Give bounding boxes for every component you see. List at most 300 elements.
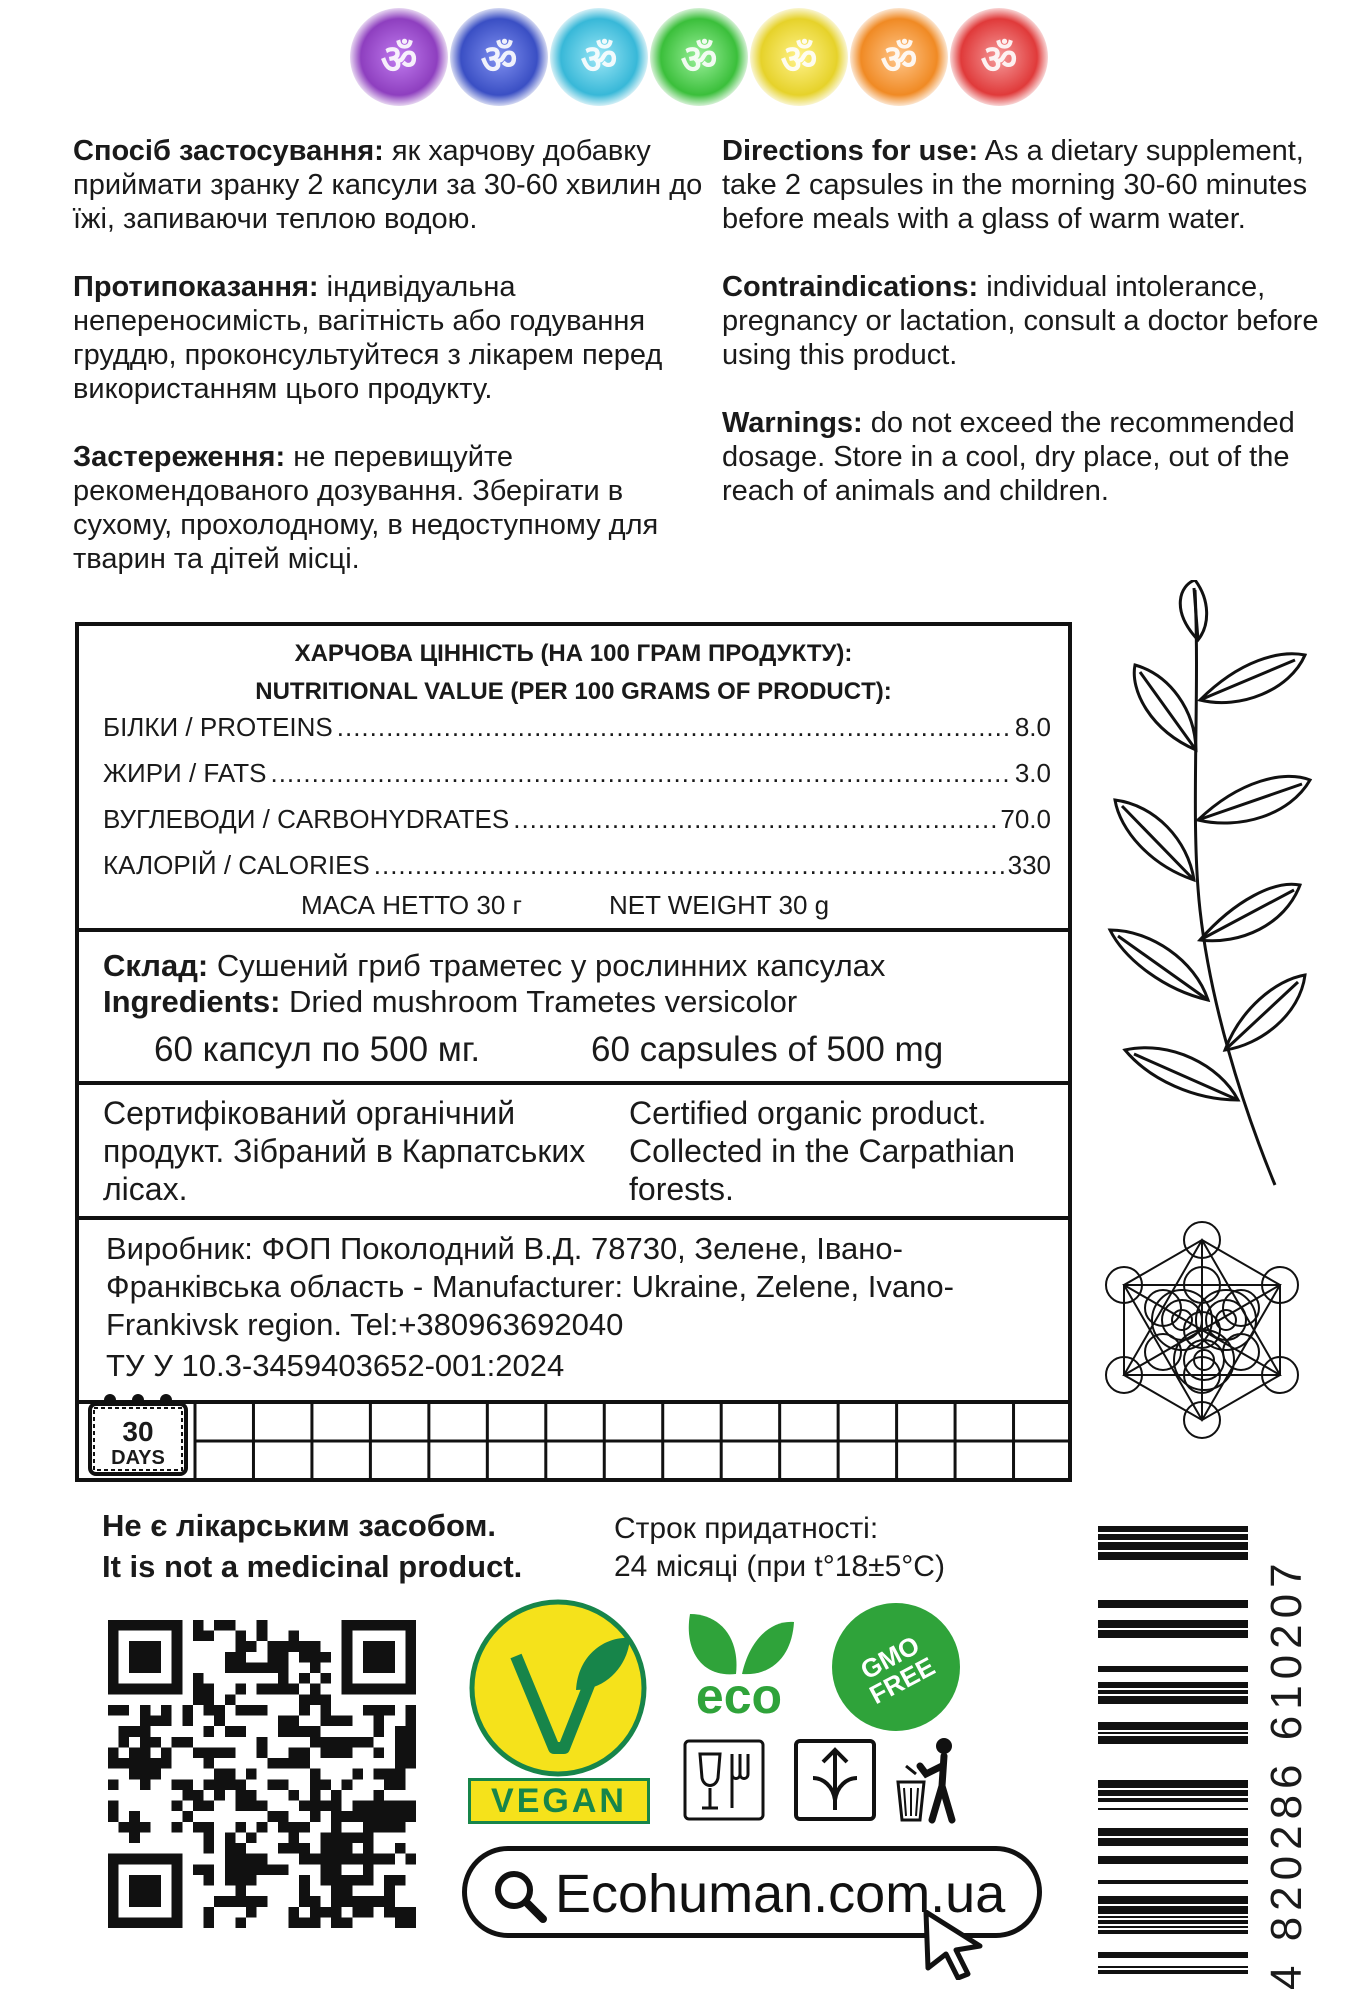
qr-module bbox=[342, 1854, 353, 1865]
qr-module bbox=[246, 1801, 257, 1812]
qr-module bbox=[225, 1726, 236, 1737]
qr-module bbox=[225, 1769, 236, 1780]
qr-module bbox=[204, 1917, 215, 1928]
qr-module bbox=[278, 1822, 289, 1833]
nutrition-value: 3.0 bbox=[1014, 758, 1051, 788]
qr-module bbox=[267, 1684, 278, 1695]
ingredients-ua-text: Сушений гриб траметес у рослинних капсулах bbox=[208, 948, 886, 983]
qr-module bbox=[108, 1854, 182, 1865]
barcode-bar bbox=[1098, 1630, 1248, 1638]
qr-module bbox=[278, 1716, 289, 1727]
qr-module bbox=[150, 1716, 161, 1727]
qr-module bbox=[320, 1801, 331, 1812]
qr-module bbox=[278, 1758, 289, 1769]
qr-module bbox=[257, 1864, 268, 1875]
food-safe-icon bbox=[682, 1738, 766, 1822]
chakra-icon: ॐ bbox=[450, 8, 548, 106]
qr-module bbox=[310, 1737, 321, 1748]
qr-module bbox=[193, 1631, 204, 1642]
qr-module bbox=[225, 1896, 236, 1907]
qr-module bbox=[299, 1896, 310, 1907]
search-icon bbox=[493, 1869, 547, 1923]
ingredients-en bbox=[103, 984, 797, 1020]
qr-module bbox=[246, 1864, 257, 1875]
qr-module bbox=[119, 1758, 130, 1769]
qr-module bbox=[235, 1652, 246, 1663]
not-medicinal-notice bbox=[102, 1505, 522, 1587]
qr-module bbox=[289, 1747, 300, 1758]
qr-module bbox=[405, 1917, 416, 1928]
qr-module bbox=[331, 1917, 342, 1928]
ingredients-en-title: Ingredients: bbox=[103, 984, 281, 1019]
qr-module bbox=[108, 1917, 182, 1928]
qr-module bbox=[140, 1822, 151, 1833]
qr-module bbox=[384, 1896, 395, 1907]
qr-module bbox=[310, 1896, 321, 1907]
qr-module bbox=[395, 1769, 406, 1780]
qr-module bbox=[204, 1779, 215, 1790]
metatron-cube-icon bbox=[1102, 1220, 1302, 1440]
shelf-life-value: 24 місяці (при t°18±5°C) bbox=[614, 1550, 945, 1583]
qr-module bbox=[320, 1705, 331, 1716]
qr-module bbox=[235, 1864, 246, 1875]
qr-module bbox=[384, 1801, 395, 1812]
days-number: 30 bbox=[122, 1416, 154, 1447]
nutrition-row bbox=[103, 712, 1051, 743]
ua-contra-text: індивідуальна непереносимість, вагітність або годування груддю, проконсультуйтеся з лікарем перед використанням цього продукту. bbox=[73, 271, 663, 405]
ua-directions-title: Спосіб застосування: bbox=[73, 135, 384, 167]
qr-module bbox=[352, 1854, 363, 1865]
qr-module bbox=[267, 1779, 278, 1790]
chakra-icon: ॐ bbox=[950, 8, 1048, 106]
qr-module bbox=[405, 1907, 416, 1918]
barcode-bar bbox=[1098, 1952, 1248, 1958]
qr-module bbox=[193, 1864, 204, 1875]
qr-module bbox=[235, 1726, 246, 1737]
qr-module bbox=[204, 1747, 215, 1758]
qr-module bbox=[214, 1790, 225, 1801]
qr-module bbox=[374, 1854, 385, 1865]
ua-warn-title: Застереження: bbox=[73, 441, 286, 473]
ingredients-en-text: Dried mushroom Trametes versicolor bbox=[280, 984, 798, 1019]
qr-module bbox=[405, 1801, 416, 1812]
qr-module bbox=[267, 1652, 278, 1663]
qr-module bbox=[310, 1662, 321, 1673]
barcode-bar bbox=[1098, 1920, 1248, 1924]
qr-module bbox=[182, 1779, 193, 1790]
qr-module bbox=[129, 1758, 140, 1769]
qr-module bbox=[342, 1886, 353, 1897]
qr-module bbox=[352, 1801, 363, 1812]
qr-module bbox=[352, 1769, 363, 1780]
qr-module bbox=[214, 1747, 225, 1758]
en-directions-title: Directions for use: bbox=[722, 135, 979, 167]
qr-module bbox=[299, 1854, 310, 1865]
vegan-label: VEGAN bbox=[468, 1778, 650, 1824]
qr-module bbox=[289, 1758, 300, 1769]
qr-module bbox=[395, 1907, 406, 1918]
nutrition-row bbox=[103, 850, 1051, 881]
barcode-bar bbox=[1098, 1970, 1248, 1974]
qr-module bbox=[320, 1673, 331, 1684]
qr-module bbox=[278, 1779, 289, 1790]
nutrition-label: БІЛКИ / PROTEINS bbox=[103, 712, 333, 742]
barcode-bar bbox=[1098, 1966, 1248, 1968]
eco-icon bbox=[680, 1608, 798, 1728]
qr-module bbox=[395, 1758, 406, 1769]
qr-module bbox=[405, 1726, 416, 1737]
qr-module bbox=[331, 1747, 342, 1758]
qr-module bbox=[119, 1705, 130, 1716]
ua-contraindications bbox=[73, 270, 703, 406]
qr-module bbox=[363, 1822, 374, 1833]
qr-module bbox=[363, 1737, 374, 1748]
manufacturer-info: Виробник: ФОП Поколодний В.Д. 78730, Зелене, Івано-Франківська область - Manufacturer: Ukraine, Zelene, Ivano-Frankivsk region. Tel:+380963692040 bbox=[106, 1231, 954, 1342]
qr-module bbox=[225, 1854, 236, 1865]
qr-module bbox=[310, 1854, 321, 1865]
barcode-bar bbox=[1098, 1880, 1248, 1884]
chakra-icon: ॐ bbox=[850, 8, 948, 106]
qr-module bbox=[331, 1864, 342, 1875]
qr-module bbox=[310, 1769, 321, 1780]
nutrition-header-en: NUTRITIONAL VALUE (PER 100 GRAMS OF PRODUCT): bbox=[255, 678, 892, 705]
qr-module bbox=[331, 1790, 342, 1801]
chakra-icon: ॐ bbox=[550, 8, 648, 106]
qr-module bbox=[108, 1779, 119, 1790]
qr-module bbox=[310, 1811, 321, 1822]
barcode-bar bbox=[1098, 1690, 1248, 1694]
qr-module bbox=[374, 1801, 385, 1812]
qr-module bbox=[299, 1694, 310, 1705]
qr-module bbox=[374, 1726, 385, 1737]
capsules-en: 60 capsules of 500 mg bbox=[591, 1030, 944, 1069]
barcode-bar bbox=[1098, 1526, 1248, 1532]
qr-module bbox=[129, 1811, 140, 1822]
qr-module bbox=[395, 1779, 406, 1790]
qr-module bbox=[214, 1769, 225, 1780]
nutrition-value: 8.0 bbox=[1014, 712, 1051, 742]
qr-module bbox=[150, 1737, 161, 1748]
qr-module bbox=[257, 1896, 268, 1907]
qr-module bbox=[119, 1737, 130, 1748]
qr-module bbox=[352, 1896, 363, 1907]
qr-module bbox=[299, 1917, 310, 1928]
qr-module bbox=[204, 1907, 215, 1918]
qr-module bbox=[257, 1631, 268, 1642]
barcode-bar bbox=[1098, 1696, 1248, 1704]
barcode-bar bbox=[1098, 1542, 1248, 1550]
barcode-bar bbox=[1098, 1838, 1248, 1846]
qr-module bbox=[289, 1641, 300, 1652]
qr-module bbox=[129, 1875, 161, 1907]
qr-module bbox=[384, 1822, 395, 1833]
qr-module bbox=[384, 1769, 395, 1780]
barcode-bar bbox=[1098, 1682, 1248, 1688]
qr-module bbox=[384, 1886, 395, 1897]
qr-module bbox=[119, 1726, 130, 1737]
qr-module bbox=[289, 1684, 300, 1695]
qr-module bbox=[310, 1694, 321, 1705]
qr-module bbox=[384, 1875, 395, 1886]
qr-module bbox=[310, 1907, 321, 1918]
qr-module bbox=[278, 1641, 289, 1652]
qr-module bbox=[140, 1716, 151, 1727]
qr-module bbox=[257, 1705, 268, 1716]
qr-module bbox=[289, 1832, 300, 1843]
qr-module bbox=[395, 1822, 406, 1833]
net-weight-en: NET WEIGHT 30 g bbox=[609, 890, 830, 920]
qr-module bbox=[140, 1758, 151, 1769]
website-url[interactable]: Ecohuman.com.ua bbox=[555, 1864, 1006, 1924]
qr-module bbox=[150, 1769, 161, 1780]
barcode-icon bbox=[1098, 1510, 1248, 1980]
qr-module bbox=[289, 1716, 300, 1727]
qr-module bbox=[299, 1705, 310, 1716]
qr-module bbox=[235, 1917, 246, 1928]
qr-module bbox=[299, 1843, 310, 1854]
qr-module bbox=[204, 1705, 215, 1716]
qr-module bbox=[225, 1652, 236, 1663]
qr-module bbox=[182, 1716, 193, 1727]
qr-module bbox=[140, 1726, 151, 1737]
qr-module bbox=[246, 1769, 257, 1780]
qr-module bbox=[320, 1747, 331, 1758]
qr-module bbox=[225, 1779, 236, 1790]
qr-module bbox=[299, 1875, 310, 1886]
qr-module bbox=[193, 1673, 204, 1684]
nutrition-label: ВУГЛЕВОДИ / CARBOHYDRATES bbox=[103, 804, 510, 834]
qr-module bbox=[108, 1801, 119, 1812]
qr-module bbox=[278, 1652, 289, 1663]
qr-module bbox=[395, 1811, 406, 1822]
qr-module bbox=[214, 1896, 225, 1907]
qr-module bbox=[278, 1864, 289, 1875]
qr-module bbox=[342, 1811, 353, 1822]
qr-module bbox=[299, 1726, 310, 1737]
qr-module bbox=[320, 1652, 331, 1663]
en-directions bbox=[722, 134, 1322, 236]
qr-module bbox=[405, 1811, 416, 1822]
qr-module bbox=[405, 1758, 416, 1769]
qr-module bbox=[267, 1811, 278, 1822]
qr-module bbox=[320, 1907, 331, 1918]
qr-module bbox=[214, 1620, 225, 1631]
barcode-bar bbox=[1098, 1666, 1248, 1672]
qr-module bbox=[363, 1896, 374, 1907]
qr-module bbox=[299, 1822, 310, 1833]
qr-module bbox=[140, 1779, 151, 1790]
qr-module bbox=[384, 1811, 395, 1822]
qr-module bbox=[214, 1705, 225, 1716]
qr-module bbox=[172, 1801, 183, 1812]
qr-module bbox=[235, 1662, 246, 1673]
qr-module bbox=[257, 1737, 268, 1748]
qr-module bbox=[257, 1822, 268, 1833]
qr-module bbox=[352, 1737, 363, 1748]
qr-module bbox=[182, 1790, 193, 1801]
qr-module bbox=[204, 1726, 215, 1737]
qr-module bbox=[374, 1790, 385, 1801]
qr-module bbox=[352, 1811, 363, 1822]
nutrition-box bbox=[75, 622, 1072, 1482]
gmo-free-label: GMO FREE bbox=[855, 1629, 940, 1710]
barcode-bar bbox=[1098, 1930, 1248, 1934]
recycle-bin-icon bbox=[892, 1736, 962, 1824]
leaf-branch-icon bbox=[1090, 580, 1320, 1200]
nutrition-row bbox=[103, 758, 1051, 789]
qr-module bbox=[395, 1726, 406, 1737]
qr-module bbox=[342, 1737, 353, 1748]
qr-module bbox=[310, 1641, 321, 1652]
qr-module bbox=[225, 1864, 236, 1875]
qr-module bbox=[140, 1769, 151, 1780]
qr-module bbox=[204, 1864, 215, 1875]
qr-module bbox=[235, 1886, 246, 1897]
qr-module bbox=[257, 1662, 268, 1673]
qr-module bbox=[278, 1726, 289, 1737]
qr-module bbox=[119, 1822, 130, 1833]
qr-module bbox=[310, 1726, 321, 1737]
qr-module bbox=[225, 1843, 236, 1854]
qr-module bbox=[299, 1673, 310, 1684]
qr-module bbox=[342, 1896, 353, 1907]
qr-module bbox=[214, 1779, 225, 1790]
qr-module bbox=[225, 1875, 236, 1886]
qr-module bbox=[129, 1747, 140, 1758]
qr-module bbox=[374, 1747, 385, 1758]
barcode-digits: 4 820286 610207 bbox=[1262, 1557, 1311, 1990]
qr-module bbox=[299, 1641, 310, 1652]
qr-module bbox=[225, 1620, 236, 1631]
qr-module bbox=[204, 1684, 215, 1695]
qr-module bbox=[342, 1716, 353, 1727]
ua-directions bbox=[73, 134, 703, 236]
qr-module bbox=[278, 1673, 289, 1684]
qr-module bbox=[331, 1737, 342, 1748]
qr-module bbox=[289, 1843, 300, 1854]
en-warn-text: do not exceed the recommended dosage. Store in a cool, dry place, out of the reach of animals and children. bbox=[722, 407, 1295, 507]
qr-module bbox=[278, 1662, 289, 1673]
barcode-bar bbox=[1098, 1552, 1248, 1560]
qr-module bbox=[405, 1705, 416, 1716]
barcode-bar bbox=[1098, 1722, 1248, 1730]
en-warn-title: Warnings: bbox=[722, 407, 863, 439]
vegan-icon bbox=[468, 1598, 648, 1822]
qr-module bbox=[363, 1832, 374, 1885]
qr-module bbox=[172, 1822, 183, 1833]
capsules-ua: 60 капсул по 500 мг. bbox=[154, 1030, 481, 1069]
qr-module bbox=[108, 1854, 119, 1928]
qr-module bbox=[289, 1790, 300, 1801]
qr-module bbox=[320, 1737, 331, 1748]
qr-module bbox=[267, 1758, 278, 1769]
net-weight-ua: МАСА НЕТТО 30 г bbox=[301, 890, 522, 920]
qr-module bbox=[352, 1907, 363, 1918]
qr-module bbox=[204, 1801, 215, 1812]
qr-module bbox=[395, 1737, 406, 1748]
ua-warnings bbox=[73, 440, 703, 576]
qr-module bbox=[405, 1737, 416, 1748]
qr-module bbox=[193, 1822, 204, 1833]
qr-module bbox=[342, 1620, 353, 1694]
barcode-bar bbox=[1098, 1856, 1248, 1864]
eco-label: eco bbox=[695, 1668, 783, 1724]
en-contra-text: individual intolerance, pregnancy or lactation, consult a doctor before using this product. bbox=[722, 271, 1319, 371]
qr-module bbox=[129, 1641, 161, 1673]
qr-module bbox=[246, 1896, 257, 1907]
not-medicinal-ua: Не є лікарським засобом. bbox=[102, 1508, 497, 1543]
qr-module bbox=[395, 1801, 406, 1812]
qr-module bbox=[140, 1737, 151, 1748]
qr-module bbox=[310, 1790, 321, 1801]
qr-module bbox=[108, 1758, 119, 1769]
qr-module bbox=[374, 1705, 385, 1716]
qr-module bbox=[193, 1747, 204, 1758]
qr-module bbox=[267, 1662, 278, 1673]
qr-module bbox=[108, 1811, 119, 1822]
shelf-life-title: Строк придатності: bbox=[614, 1512, 879, 1545]
qr-module bbox=[246, 1790, 257, 1801]
qr-module bbox=[342, 1779, 353, 1790]
qr-module bbox=[363, 1811, 374, 1822]
qr-module bbox=[193, 1694, 204, 1705]
qr-module bbox=[161, 1705, 172, 1716]
qr-module bbox=[235, 1790, 246, 1801]
qr-module bbox=[225, 1694, 236, 1705]
qr-module bbox=[225, 1832, 236, 1843]
qr-module bbox=[289, 1726, 300, 1737]
qr-module bbox=[310, 1917, 321, 1928]
barcode-bar bbox=[1098, 1828, 1248, 1836]
qr-module bbox=[384, 1705, 395, 1716]
qr-module bbox=[140, 1747, 151, 1758]
qr-module bbox=[225, 1662, 236, 1673]
qr-module bbox=[374, 1769, 385, 1780]
qr-module bbox=[310, 1684, 321, 1695]
qr-module bbox=[267, 1641, 278, 1652]
barcode-bar bbox=[1098, 1736, 1248, 1744]
qr-module bbox=[235, 1631, 246, 1642]
qr-module bbox=[235, 1875, 246, 1886]
barcode-bar bbox=[1098, 1600, 1248, 1608]
qr-module bbox=[182, 1705, 193, 1716]
qr-module bbox=[246, 1641, 257, 1652]
qr-module bbox=[161, 1716, 172, 1727]
qr-module bbox=[204, 1832, 215, 1843]
qr-module bbox=[278, 1684, 289, 1695]
qr-module bbox=[193, 1801, 204, 1812]
qr-module bbox=[331, 1896, 342, 1907]
qr-module bbox=[342, 1620, 416, 1631]
qr-module bbox=[395, 1747, 406, 1758]
qr-module bbox=[374, 1896, 385, 1907]
days-label: DAYS bbox=[111, 1447, 165, 1469]
barcode-bar bbox=[1098, 1926, 1248, 1928]
en-instructions bbox=[722, 134, 1322, 542]
qr-module bbox=[363, 1641, 395, 1673]
qr-module bbox=[320, 1779, 331, 1790]
qr-module bbox=[172, 1737, 183, 1748]
qr-module bbox=[129, 1769, 140, 1780]
qr-module bbox=[235, 1779, 246, 1790]
qr-code-icon bbox=[108, 1620, 416, 1928]
qr-module bbox=[235, 1854, 246, 1865]
qr-module bbox=[161, 1758, 172, 1769]
barcode-bar bbox=[1098, 1732, 1248, 1734]
qr-module bbox=[257, 1684, 268, 1695]
qr-module bbox=[235, 1641, 246, 1652]
ingredients-ua-title: Склад: bbox=[103, 948, 209, 983]
